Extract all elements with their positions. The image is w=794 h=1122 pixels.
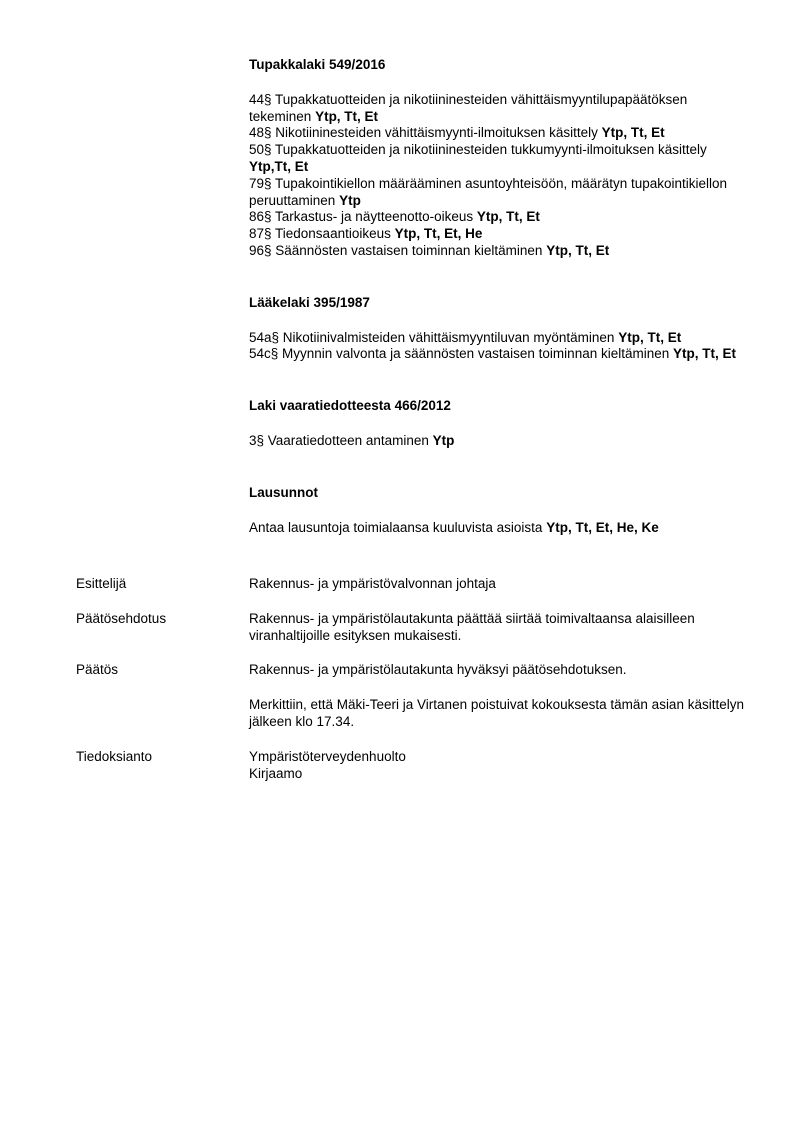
section-item: 96§ Säännösten vastaisen toiminnan kieltäminen Ytp, Tt, Et <box>249 242 610 258</box>
row-value <box>249 576 756 593</box>
row-label: Esittelijä <box>76 576 127 591</box>
section-item: 44§ Tupakkatuotteiden ja nikotiininesteiden vähittäismyyntilupapäätöksen tekeminen Ytp, Tt, Et <box>249 91 688 124</box>
section-title: Lääkelaki 395/1987 <box>249 294 370 310</box>
decision-note: Merkittiin, että Mäki-Teeri ja Virtanen poistuivat kokouksesta tämän asian käsittelyn jälkeen klo 17.34. <box>249 697 744 729</box>
decision-row-paatos <box>76 662 756 730</box>
decision-table <box>76 576 756 800</box>
presenter-text: Rakennus- ja ympäristövalvonnan johtaja <box>249 576 496 591</box>
section-item: 87§ Tiedonsaantioikeus Ytp, Tt, Et, He <box>249 226 483 242</box>
row-value <box>249 749 756 783</box>
section-title: Laki vaaratiedotteesta 466/2012 <box>249 398 451 414</box>
row-label: Päätös <box>76 662 119 678</box>
section-title: Lausunnot <box>249 484 318 500</box>
proposal-text: Rakennus- ja ympäristölautakunta päättää siirtää toimivaltaansa alaisilleen viranhaltijoille esityksen mukaisesti. <box>249 610 695 643</box>
section-item: 86§ Tarkastus- ja näytteenotto-oikeus Ytp, Tt, Et <box>249 209 540 225</box>
section-laakelaki <box>249 295 739 363</box>
row-label: Tiedoksianto <box>76 748 153 764</box>
decision-text: Rakennus- ja ympäristölautakunta hyväksyi päätösehdotuksen. <box>249 662 627 678</box>
section-item: 50§ Tupakkatuotteiden ja nikotiininesteiden tukkumyynti-ilmoituksen käsittely Ytp,Tt, Et <box>249 142 707 174</box>
recipient: Kirjaamo <box>249 765 303 781</box>
section-item: 79§ Tupakointikiellon määrääminen asuntoyhteisöön, määrätyn tupakointikiellon peruuttaminen Ytp <box>249 175 728 208</box>
section-item: 54c§ Myynnin valvonta ja säännösten vastaisen toiminnan kieltäminen Ytp, Tt, Et <box>249 346 737 362</box>
decision-row-tiedoksianto <box>76 749 756 783</box>
section-lausunnot <box>249 485 739 537</box>
row-value <box>249 611 756 645</box>
section-item: 48§ Nikotiininesteiden vähittäismyynti-ilmoituksen käsittely Ytp, Tt, Et <box>249 125 665 141</box>
section-item: 3§ Vaaratiedotteen antaminen Ytp <box>249 432 455 448</box>
decision-row-esittelija <box>76 576 756 593</box>
section-title: Tupakkalaki 549/2016 <box>249 57 386 72</box>
delegation-list <box>249 57 739 536</box>
decision-row-ehdotus <box>76 611 756 645</box>
row-label: Päätösehdotus <box>76 610 167 626</box>
row-value <box>249 662 756 730</box>
section-item: 54a§ Nikotiinivalmisteiden vähittäismyyntiluvan myöntäminen Ytp, Tt, Et <box>249 329 682 345</box>
section-vaaratiedote <box>249 398 739 450</box>
section-tupakkalaki <box>249 57 739 260</box>
recipient: Ympäristöterveydenhuolto <box>249 748 406 764</box>
section-item: Antaa lausuntoja toimialaansa kuuluvista asioista Ytp, Tt, Et, He, Ke <box>249 519 659 535</box>
